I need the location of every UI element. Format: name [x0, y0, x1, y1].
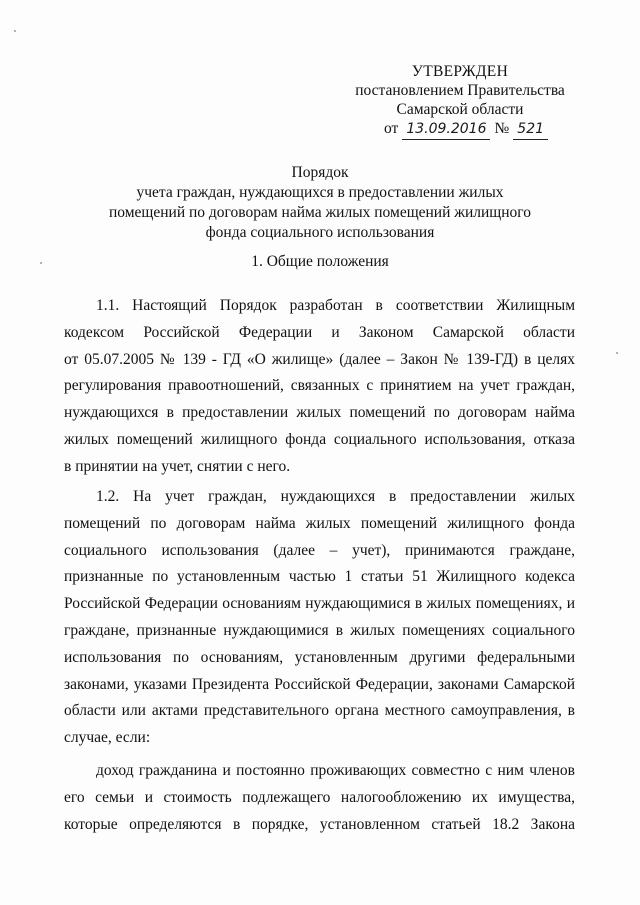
approval-date: 13.09.2016 [402, 120, 490, 140]
paragraph-line: кодексом Российской Федерации и Законом Самарской области [64, 323, 575, 341]
paragraph-line: нуждающихся в предоставлении жилых помещений по договорам найма [64, 404, 575, 422]
title-line-4: фонда социального использования [205, 224, 435, 241]
section-heading: 1. Общие положения [251, 253, 389, 270]
scan-speck [616, 352, 618, 354]
paragraph-line: 1.2. На учет граждан, нуждающихся в предоставлении жилых [96, 488, 575, 505]
paragraph-line: доход гражданина и постоянно проживающих совместно с ним членов [96, 762, 575, 779]
date-prefix: от [383, 120, 399, 137]
approval-block [345, 62, 575, 140]
title-line-1: Порядок [291, 164, 349, 181]
paragraph-1-1 [64, 293, 575, 481]
paragraph-line: области или актами представительного органа местного самоуправления, в [64, 702, 575, 720]
paragraph-line: законами, указами Президента Российской Федерации, законами Самарской [64, 675, 575, 693]
paragraph-income [64, 758, 575, 838]
paragraph-line: жилых помещений жилищного фонда социального использования, отказа [64, 430, 575, 448]
number-prefix: № [494, 120, 510, 137]
approval-line-2: Самарской области [396, 101, 524, 118]
document-title [80, 163, 560, 243]
paragraph-line: которые определяются в порядке, установленном статьей 18.2 Закона [64, 815, 575, 833]
paragraph-1-2 [64, 484, 575, 752]
paragraph-line: его семьи и стоимость подлежащего налогообложению их имущества, [64, 788, 575, 806]
paragraph-line: признанные по установленным частью 1 статьи 51 Жилищного кодекса [64, 568, 575, 586]
paragraph-line: использования по основаниям, установленным другими федеральными [64, 648, 575, 666]
scan-speck [14, 30, 16, 32]
approval-date-number-line [357, 119, 575, 140]
title-line-3: помещений по договорам найма жилых помещений жилищного [108, 204, 532, 221]
paragraph-line: регулирования правоотношений, связанных с принятием на учет граждан, [64, 377, 575, 395]
paragraph-line: от 05.07.2005 № 139 - ГД «О жилище» (далее – Закон № 139-ГД) в целях [64, 350, 575, 368]
paragraph-line: Российской Федерации основаниям нуждающимися в жилых помещениях, и [64, 595, 575, 613]
paragraph-line: помещений по договорам найма жилых помещений жилищного фонда [64, 514, 575, 532]
approval-number: 521 [513, 120, 548, 140]
paragraph-line: в принятии на учет, снятии с него. [64, 457, 291, 475]
scan-speck [40, 262, 42, 264]
approval-heading: УТВЕРЖДЕН [411, 63, 509, 80]
paragraph-line: 1.1. Настоящий Порядок разработан в соответствии Жилищным [96, 297, 575, 314]
approval-line-1: постановлением Правительства [355, 82, 565, 99]
paragraph-line: случае, если: [64, 729, 151, 747]
paragraph-line: граждане, признанные нуждающимися в жилых помещениях социального [64, 621, 575, 639]
paragraph-line: социального использования (далее – учет), принимаются граждане, [64, 541, 575, 559]
title-line-2: учета граждан, нуждающихся в предоставлении жилых [136, 184, 504, 201]
